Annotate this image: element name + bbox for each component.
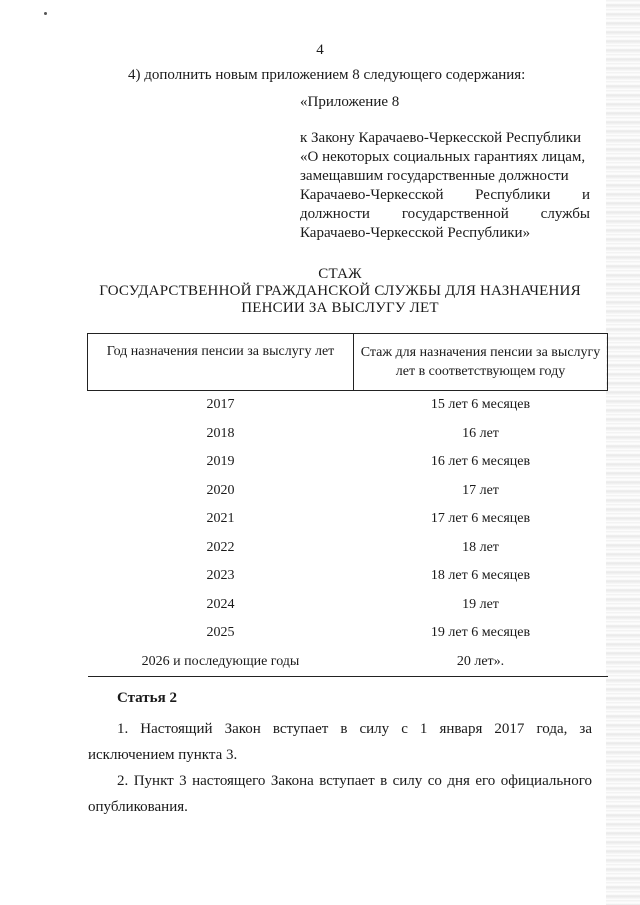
paragraph-line: 1. Настоящий Закон вступает в силу с 1 января 2017 года, за — [117, 721, 592, 737]
document-title — [60, 266, 620, 317]
article-paragraph-2 — [88, 768, 592, 820]
title-line: ГОСУДАРСТВЕННОЙ ГРАЖДАНСКОЙ СЛУЖБЫ ДЛЯ НАЗНАЧЕНИЯ — [99, 283, 581, 299]
service-length-table — [87, 333, 608, 677]
table-row — [88, 505, 608, 534]
cell-stazh: 16 лет 6 месяцев — [430, 454, 531, 470]
paragraph-line: исключением пункта 3. — [88, 747, 238, 763]
table-row — [88, 534, 608, 563]
appendix-line: Карачаево-Черкесской Республики и — [300, 187, 590, 203]
table-row — [88, 391, 608, 420]
cell-stazh: 17 лет — [462, 482, 499, 498]
table-row — [88, 477, 608, 506]
cell-year: 2017 — [206, 397, 235, 413]
table-row — [88, 619, 608, 648]
table-header-row — [88, 334, 608, 391]
appendix-reference — [300, 129, 590, 243]
cell-year: 2022 — [206, 539, 235, 555]
appendix-line: должности государственной службы — [300, 206, 590, 222]
cell-year: 2026 и последующие годы — [88, 648, 354, 677]
cell-stazh: 18 лет — [462, 539, 499, 555]
table-row — [88, 562, 608, 591]
appendix-line: замещавшим государственные должности — [300, 168, 569, 184]
cell-year: 2021 — [206, 511, 235, 527]
article-paragraph-1 — [88, 716, 592, 768]
page-number: 4 — [316, 42, 324, 58]
header-stazh: Стаж для назначения пенсии за выслугу лет в соответствующем году — [354, 334, 608, 391]
paragraph-line: опубликования. — [88, 799, 188, 815]
cell-year: 2025 — [206, 625, 235, 641]
cell-stazh: 17 лет 6 месяцев — [430, 511, 531, 527]
table-row — [88, 448, 608, 477]
appendix-line: Карачаево-Черкесской Республики» — [300, 225, 531, 241]
cell-year: 2020 — [206, 482, 235, 498]
cell-stazh: 18 лет 6 месяцев — [430, 568, 531, 584]
cell-stazh: 16 лет — [462, 425, 499, 441]
article-title: Статья 2 — [117, 690, 177, 706]
cell-stazh: 20 лет». — [354, 648, 608, 677]
paragraph-line: 2. Пункт 3 настоящего Закона вступает в силу со дня его официального — [117, 773, 592, 789]
cell-year: 2019 — [206, 454, 235, 470]
title-line: СТАЖ — [318, 266, 362, 282]
amendment-intro: 4) дополнить новым приложением 8 следующего содержания: — [128, 67, 526, 83]
cell-year: 2018 — [206, 425, 235, 441]
appendix-title: «Приложение 8 — [300, 94, 400, 110]
table-row — [88, 591, 608, 620]
table-row — [88, 420, 608, 449]
cell-stazh: 19 лет 6 месяцев — [430, 625, 531, 641]
scan-edge-artifact — [606, 0, 640, 905]
cell-stazh: 15 лет 6 месяцев — [430, 397, 531, 413]
cell-stazh: 19 лет — [462, 596, 499, 612]
scan-speck — [44, 12, 47, 15]
table-row — [88, 648, 608, 677]
appendix-line: к Закону Карачаево-Черкесской Республики — [300, 130, 582, 146]
header-year: Год назначения пенсии за выслугу лет — [88, 334, 354, 391]
appendix-line: «О некоторых социальных гарантиях лицам, — [300, 149, 586, 165]
title-line: ПЕНСИИ ЗА ВЫСЛУГУ ЛЕТ — [241, 300, 439, 316]
cell-year: 2024 — [206, 596, 235, 612]
cell-year: 2023 — [206, 568, 235, 584]
